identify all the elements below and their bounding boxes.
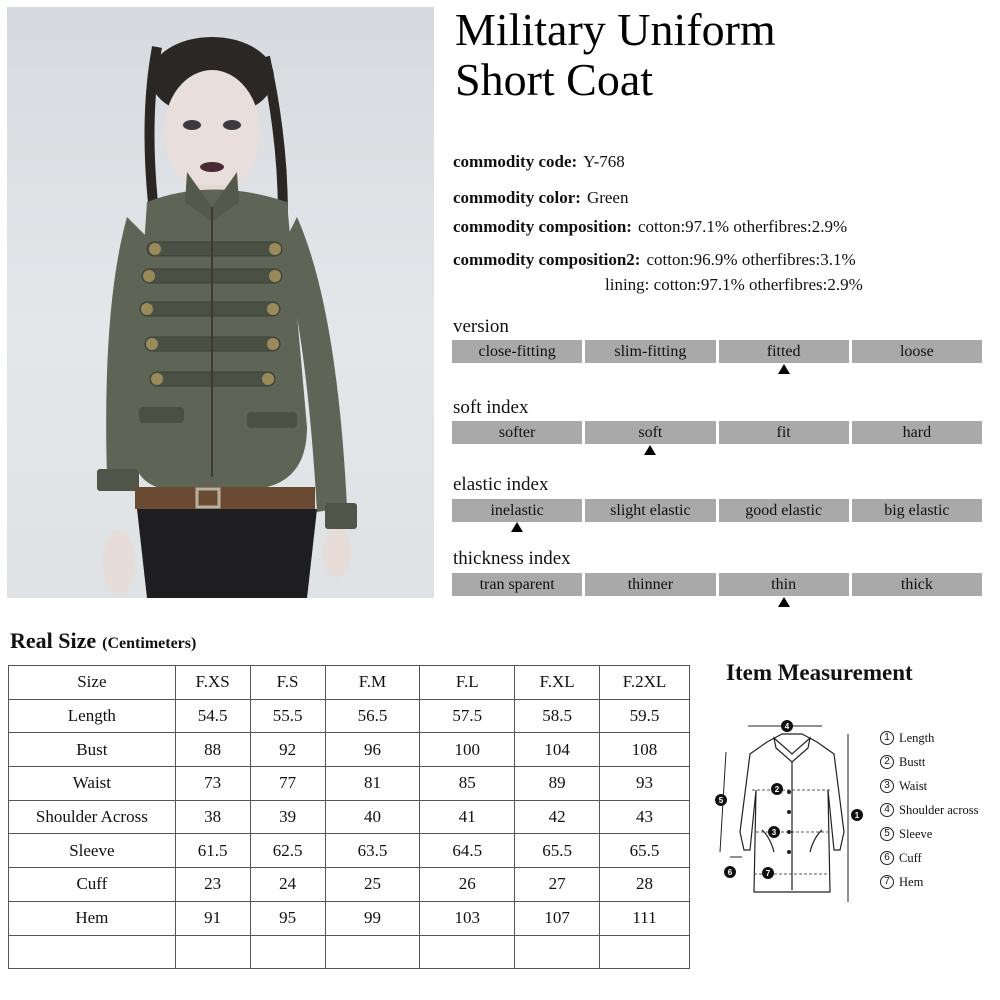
table-cell: 63.5 <box>325 834 420 868</box>
legend-number-icon: 1 <box>880 731 894 745</box>
table-row <box>9 733 690 767</box>
table-cell: 59.5 <box>600 699 690 733</box>
table-cell: 111 <box>600 901 690 935</box>
coat-measurement-diagram-icon <box>712 712 872 912</box>
spec-composition <box>453 217 847 237</box>
table-row-label: Hem <box>9 901 176 935</box>
table-cell: F.S <box>250 666 325 700</box>
legend-item <box>880 750 979 774</box>
legend-item <box>880 870 979 894</box>
scale-row-soft <box>452 421 982 444</box>
table-cell: 42 <box>515 800 600 834</box>
legend-label: Cuff <box>899 850 922 865</box>
table-row <box>9 699 690 733</box>
table-cell: 100 <box>420 733 515 767</box>
spec-composition-label: commodity composition: <box>453 217 632 236</box>
table-cell: F.M <box>325 666 420 700</box>
version-option: loose <box>852 340 982 363</box>
thickness-option: tran sparent <box>452 573 582 596</box>
table-cell: 104 <box>515 733 600 767</box>
table-cell: 92 <box>250 733 325 767</box>
table-cell: 91 <box>175 901 250 935</box>
model-jacket-illustration <box>7 7 434 598</box>
product-title-line2: Short Coat <box>455 54 654 105</box>
legend-label: Shoulder across <box>899 802 979 817</box>
table-row-label: Length <box>9 699 176 733</box>
legend-label: Bustt <box>899 754 926 769</box>
spec-composition2-value: cotton:96.9% otherfibres:3.1% <box>646 250 856 269</box>
thickness-selected-marker-icon <box>778 597 790 607</box>
thickness-option: thick <box>852 573 982 596</box>
table-row <box>9 901 690 935</box>
table-cell: 24 <box>250 868 325 902</box>
table-cell: F.2XL <box>600 666 690 700</box>
table-header-row <box>9 666 690 700</box>
table-cell <box>600 935 690 969</box>
table-cell: 41 <box>420 800 515 834</box>
elastic-option: slight elastic <box>585 499 715 522</box>
legend-item <box>880 774 979 798</box>
table-cell: 81 <box>325 767 420 801</box>
legend-label: Sleeve <box>899 826 933 841</box>
table-cell <box>420 935 515 969</box>
thickness-option: thin <box>719 573 849 596</box>
spec-code <box>453 152 625 172</box>
table-cell: 77 <box>250 767 325 801</box>
spec-color-label: commodity color: <box>453 188 581 207</box>
scale-title-elastic: elastic index <box>453 474 549 495</box>
spec-lining <box>605 275 863 295</box>
legend-number-icon: 2 <box>880 755 894 769</box>
legend-number-icon: 7 <box>880 875 894 889</box>
elastic-option: big elastic <box>852 499 982 522</box>
table-cell: 56.5 <box>325 699 420 733</box>
table-cell: 57.5 <box>420 699 515 733</box>
legend-item <box>880 846 979 870</box>
soft-option: softer <box>452 421 582 444</box>
svg-text:1: 1 <box>854 811 860 820</box>
table-cell: 39 <box>250 800 325 834</box>
thickness-option: thinner <box>585 573 715 596</box>
svg-text:5: 5 <box>718 796 724 805</box>
size-table <box>8 665 690 969</box>
svg-text:4: 4 <box>784 722 790 731</box>
table-cell: 65.5 <box>515 834 600 868</box>
scale-row-version <box>452 340 982 363</box>
table-cell: 26 <box>420 868 515 902</box>
legend-number-icon: 6 <box>880 851 894 865</box>
version-option: slim-fitting <box>585 340 715 363</box>
legend-item <box>880 798 979 822</box>
spec-composition2-label: commodity composition2: <box>453 250 641 269</box>
table-row-label: Bust <box>9 733 176 767</box>
table-cell <box>325 935 420 969</box>
table-cell: 23 <box>175 868 250 902</box>
table-cell: F.L <box>420 666 515 700</box>
soft-option: hard <box>852 421 982 444</box>
real-size-unit: (Centimeters) <box>102 635 197 652</box>
scale-title-soft: soft index <box>453 397 529 418</box>
table-cell: 99 <box>325 901 420 935</box>
legend-number-icon: 5 <box>880 827 894 841</box>
legend-label: Hem <box>899 874 924 889</box>
table-cell: 65.5 <box>600 834 690 868</box>
table-cell: 55.5 <box>250 699 325 733</box>
scale-row-elastic <box>452 499 982 522</box>
table-cell: F.XL <box>515 666 600 700</box>
table-row-label: Cuff <box>9 868 176 902</box>
table-cell: 85 <box>420 767 515 801</box>
scale-title-version: version <box>453 316 509 337</box>
table-cell: F.XS <box>175 666 250 700</box>
table-cell <box>515 935 600 969</box>
elastic-option: good elastic <box>719 499 849 522</box>
table-row <box>9 800 690 834</box>
version-option: fitted <box>719 340 849 363</box>
table-row-label: Size <box>9 666 176 700</box>
table-cell <box>175 935 250 969</box>
table-cell: 96 <box>325 733 420 767</box>
item-measurement-title: Item Measurement <box>726 660 913 685</box>
table-cell: 25 <box>325 868 420 902</box>
spec-color-value: Green <box>586 188 629 207</box>
table-row-label: Waist <box>9 767 176 801</box>
real-size-title: Real Size <box>10 628 97 653</box>
table-row <box>9 935 690 969</box>
table-cell: 62.5 <box>250 834 325 868</box>
table-cell: 28 <box>600 868 690 902</box>
product-title-line1: Military Uniform <box>455 4 776 55</box>
scale-row-thickness <box>452 573 982 596</box>
spec-color <box>453 188 628 208</box>
table-row-label: Shoulder Across <box>9 800 176 834</box>
table-cell: 93 <box>600 767 690 801</box>
soft-option: fit <box>719 421 849 444</box>
table-cell: 89 <box>515 767 600 801</box>
svg-text:3: 3 <box>771 828 777 837</box>
svg-text:6: 6 <box>727 868 733 877</box>
svg-text:2: 2 <box>774 785 780 794</box>
spec-code-label: commodity code: <box>453 152 578 171</box>
legend-number-icon: 4 <box>880 803 894 817</box>
table-row-label <box>9 935 176 969</box>
table-cell: 64.5 <box>420 834 515 868</box>
table-cell: 107 <box>515 901 600 935</box>
table-cell: 73 <box>175 767 250 801</box>
product-title <box>455 5 995 105</box>
table-cell: 58.5 <box>515 699 600 733</box>
spec-lining-value: lining: cotton:97.1% otherfibres:2.9% <box>605 275 863 294</box>
svg-text:7: 7 <box>765 869 771 878</box>
soft-selected-marker-icon <box>644 445 656 455</box>
elastic-option: inelastic <box>452 499 582 522</box>
legend-number-icon: 3 <box>880 779 894 793</box>
table-cell: 61.5 <box>175 834 250 868</box>
table-row-label: Sleeve <box>9 834 176 868</box>
scale-title-thickness: thickness index <box>453 548 571 569</box>
table-cell: 108 <box>600 733 690 767</box>
version-selected-marker-icon <box>778 364 790 374</box>
soft-option: soft <box>585 421 715 444</box>
table-cell: 43 <box>600 800 690 834</box>
table-cell: 40 <box>325 800 420 834</box>
product-photo <box>7 7 434 598</box>
legend-label: Waist <box>899 778 928 793</box>
table-cell: 103 <box>420 901 515 935</box>
legend-item <box>880 822 979 846</box>
legend-label: Length <box>899 730 935 745</box>
measurement-legend <box>880 726 979 894</box>
spec-composition2 <box>453 250 856 270</box>
table-cell: 88 <box>175 733 250 767</box>
spec-composition-value: cotton:97.1% otherfibres:2.9% <box>637 217 848 236</box>
table-cell: 27 <box>515 868 600 902</box>
table-cell: 38 <box>175 800 250 834</box>
table-cell: 95 <box>250 901 325 935</box>
version-option: close-fitting <box>452 340 582 363</box>
table-row <box>9 767 690 801</box>
spec-code-value: Y-768 <box>583 152 625 171</box>
table-cell <box>250 935 325 969</box>
legend-item <box>880 726 979 750</box>
real-size-heading <box>10 628 196 654</box>
table-cell: 54.5 <box>175 699 250 733</box>
table-row <box>9 868 690 902</box>
table-row <box>9 834 690 868</box>
elastic-selected-marker-icon <box>511 522 523 532</box>
